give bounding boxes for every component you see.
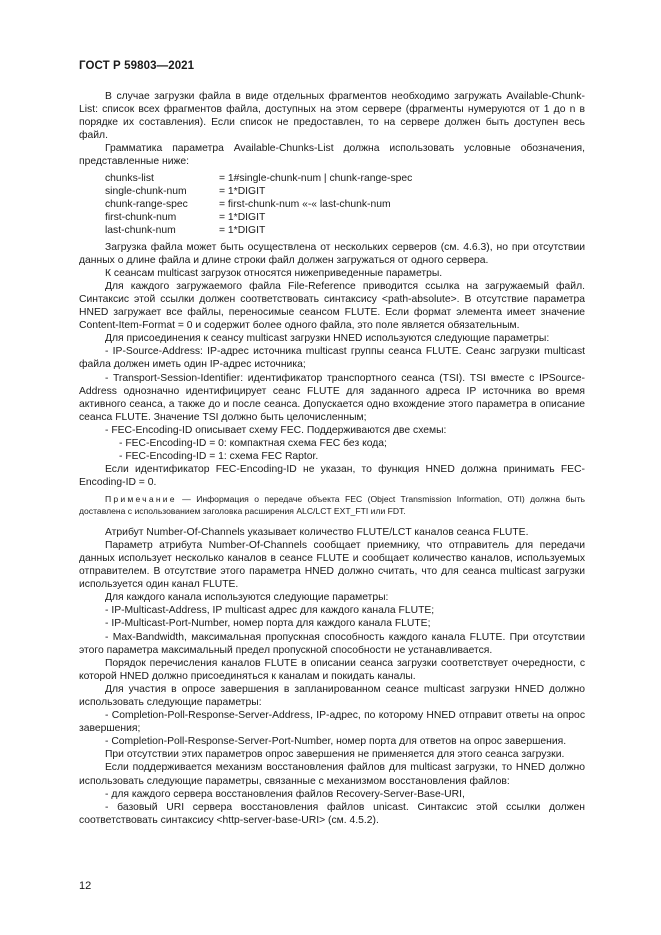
grammar-row [105, 198, 412, 211]
grammar-row [105, 185, 412, 198]
paragraph: Для участия в опросе завершения в запланированном сеансе multicast загрузки HNED должно использовать следующие параметры: [79, 683, 585, 708]
list-item: - Completion-Poll-Response-Server-Address, IP-адрес, по которому HNED отправит ответы на опрос завершения; [79, 710, 585, 735]
grammar-definition: = 1#single-chunk-num | chunk-range-spec [219, 172, 413, 184]
paragraph: Если поддерживается механизм восстановления файлов для multicast загрузки, то HNED должно использовать следующие параметры, связанные с механизмом восстановления файлов: [79, 762, 585, 787]
grammar-row [105, 224, 412, 237]
list-item: - для каждого сервера восстановления файлов Recovery-Server-Base-URI, [105, 788, 465, 800]
page-number: 12 [79, 880, 92, 892]
list-item: - Transport-Session-Identifier: идентификатор транспортного сеанса (TSI). TSI вместе с IPSource-Address однозначно идентифицирует сеанс FLUTE для заданного адреса IP источника во время активного сеанса, а также до и после сеанса. Допускается одно вхождение этого параметра в описание сеанса FLUTE. Значение TSI должно быть целочисленным; [79, 372, 585, 423]
grammar-definition: = 1*DIGIT [219, 225, 266, 237]
grammar-term: chunk-range-spec [105, 198, 188, 210]
sub-list-item: - FEC-Encoding-ID = 0: компактная схема FEC без кода; [119, 437, 387, 449]
paragraph: Для присоединения к сеансу multicast загрузки HNED используются следующие параметры: [105, 333, 550, 345]
grammar-term: chunks-list [105, 172, 154, 184]
paragraph: К сеансам multicast загрузок относятся нижеприведенные параметры. [105, 267, 443, 279]
document-body [79, 90, 585, 827]
grammar-definition: = 1*DIGIT [219, 185, 266, 197]
grammar-row [105, 211, 412, 224]
paragraph: При отсутствии этих параметров опрос завершения не применяется для этого сеанса загрузки. [105, 749, 565, 761]
paragraph: Порядок перечисления каналов FLUTE в описании сеанса загрузки соответствует очередности, с которой HNED должно присоединяться к каналам и покидать каналы. [79, 657, 585, 682]
list-item: - Max-Bandwidth, максимальная пропускная способность каждого канала FLUTE. При отсутствии этого параметра максимальный предел пропускной способности не устанавливается. [79, 631, 585, 656]
note [79, 494, 585, 516]
paragraph: Для каждого загружаемого файла File-Reference приводится ссылка на загружаемый файл. Синтаксис этой ссылки должен соответствовать синтаксису <path-absolute>. В отсутствие параметра HNED загружает все файлы, переносимые сеансом FLUTE. Если формат элемента имеет значение Content-Item-Format = 0 и содержит более одного файла, это поле является обязательным. [79, 280, 585, 332]
paragraph: Грамматика параметра Available-Chunks-List должна использовать условные обозначения, представленные ниже: [79, 143, 585, 168]
paragraph: В случае загрузки файла в виде отдельных фрагментов необходимо загружать Available-Chunk-List: список всех фрагментов файла, доступных на этом сервере (фрагменты нумеруются от 1 до n в порядке их составления). Если список не предоставлен, то на сервере должен быть доступен весь файл. [79, 91, 585, 142]
grammar-definition: = first-chunk-num «-« last-chunk-num [219, 198, 391, 210]
standard-header: ГОСТ Р 59803—2021 [79, 60, 195, 72]
paragraph: Атрибут Number-Of-Channels указывает количество FLUTE/LCT каналов сеанса FLUTE. [105, 526, 529, 538]
list-item: - IP-Multicast-Address, IP multicast адрес для каждого канала FLUTE; [105, 605, 435, 617]
note-text: — Информация о передаче объекта FEC (Object Transmission Information, OTI) должна быть доставлена с использованием заголовка расширения ALC/LCT EXT_FTI или FDT. [79, 494, 585, 516]
grammar-term: single-chunk-num [105, 185, 187, 197]
paragraph: Загрузка файла может быть осуществлена от нескольких серверов (см. 4.6.3), но при отсутствии данных о длине файла и длине строки файл должен загружаться от одного сервера. [79, 241, 585, 266]
sub-list-item: - FEC-Encoding-ID = 1: схема FEC Raptor. [119, 451, 319, 463]
grammar-term: first-chunk-num [105, 212, 177, 224]
list-item: - Completion-Poll-Response-Server-Port-Number, номер порта для ответов на опрос завершения. [105, 736, 567, 748]
list-item: - IP-Multicast-Port-Number, номер порта для каждого канала FLUTE; [105, 618, 431, 630]
paragraph: Параметр атрибута Number-Of-Channels сообщает приемнику, что отправитель для передачи данных использует несколько каналов в сеансе FLUTE и сообщает количество каналов, используемых отправителем. В отсутствие этого параметра HNED должно считать, что для сеанса multicast загрузки используется один канал FLUTE. [79, 539, 585, 591]
paragraph: Если идентификатор FEC-Encoding-ID не указан, то функция HNED должна принимать FEC-Encoding-ID = 0. [79, 464, 585, 489]
paragraph: Для каждого канала используются следующие параметры: [105, 592, 389, 604]
grammar-term: last-chunk-num [105, 225, 176, 237]
grammar-table [105, 172, 412, 238]
grammar-definition: = 1*DIGIT [219, 212, 266, 224]
list-item: - базовый URI сервера восстановления файлов unicast. Синтаксис этой ссылки должен соответствовать синтаксису <http-server-base-URI> (см. 4.5.2). [79, 801, 585, 826]
grammar-row [105, 172, 412, 185]
list-item: - IP-Source-Address: IP-адрес источника multicast группы сеанса FLUTE. Сеанс загрузки multicast файла должен иметь один IP-адрес источника; [79, 346, 585, 371]
list-item: - FEC-Encoding-ID описывает схему FEC. Поддерживаются две схемы: [105, 424, 447, 436]
note-label: Примечание [105, 494, 177, 505]
